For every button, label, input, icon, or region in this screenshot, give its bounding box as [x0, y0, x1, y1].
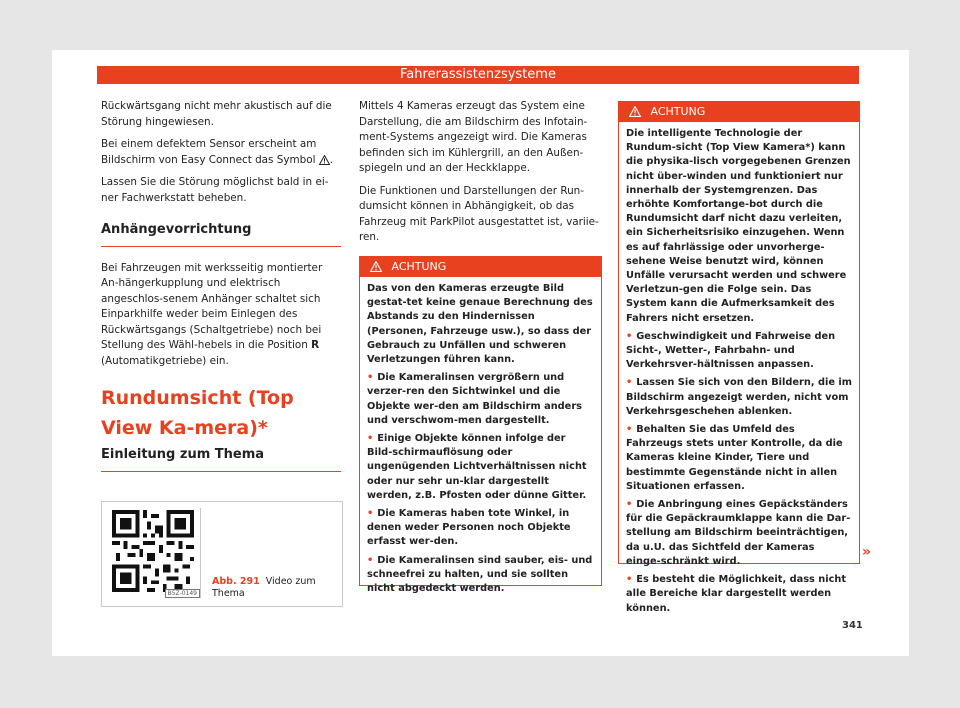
- paragraph: Bei Fahrzeugen mit werksseitig montierter An-hängerkupplung und elektrisch angeschlos-senem Anhänger schaltet sich Einparkhilfe weder beim Einlegen des Rückwärtsgangs (Schaltgetriebe) noch bei Stellung des Wähl-hebels in die Position R (Automatikgetriebe) ein.: [101, 261, 323, 367]
- warning-body: [619, 122, 859, 616]
- warning-triangle-icon: [319, 155, 330, 165]
- list-item: • Die Anbringung eines Gepäckständers für die Gepäckraumklappe kann die Dar-stellung am Bildschirm beeinträchtigen, da u.U. das Sichtfeld der Kameras einge-schränkt wird.: [626, 499, 851, 567]
- paragraph: Rückwärtsgang nicht mehr akustisch auf die Störung hingewiesen.: [101, 100, 332, 128]
- figure-label: Abb. 291: [212, 576, 260, 587]
- figure-caption-text: Video zum Thema: [212, 576, 316, 599]
- list-item: • Geschwindigkeit und Fahrweise den Sicht-, Wetter-, Fahrbahn- und Verkehrsver-hältnissen anpassen.: [626, 330, 836, 371]
- figure-box: [101, 501, 343, 607]
- warning-triangle-icon: [370, 261, 382, 272]
- list-item: • Die Kameras haben tote Winkel, in denen weder Personen noch Objekte erfasst wer-den.: [367, 508, 571, 548]
- warning-body: [360, 277, 601, 596]
- qr-code-icon[interactable]: [110, 508, 201, 598]
- warning-box: [359, 256, 602, 595]
- warning-box: [618, 101, 860, 614]
- subsection-heading: Einleitung zum Thema: [101, 447, 341, 472]
- list-item: • Behalten Sie das Umfeld des Fahrzeugs stets unter Kontrolle, da die Kameras kleine Kinder, Tiere und bestimmte Gegenstände nicht in allen Situationen erfassen.: [626, 424, 843, 492]
- warning-header: [619, 102, 859, 122]
- list-item: • Die Kameralinsen vergrößern und verzer-ren den Sichtwinkel und die Objekte wer-den am Bildschirm anders und verschwom-men dargestellt.: [367, 372, 582, 426]
- qr-code-image: [112, 510, 194, 592]
- list-item: • Lassen Sie sich von den Bildern, die im Bildschirm angezeigt werden, nicht vom Verkehrsgeschehen ablenken.: [626, 377, 852, 417]
- warning-intro: Die intelligente Technologie der Rundum-sicht (Top View Kamera*) kann die physika-lisch vorgegebenen Grenzen nicht über-winden und funktioniert nur innerhalb der Systemgrenzen. Das erhöhte Komfortange-bot durch die Rundumsicht darf nicht dazu verleiten, ein Sicherheitsrisiko einzugehen. Wenn es auf fahrlässige oder unvorherge-sehene Weise benutzt wird, können Unfälle verursacht werden und schwere Verletzun-gen die Folge sein. Das System kann die Aufmerksamkeit des Fahrers nicht ersetzen.: [626, 128, 851, 324]
- warning-intro: Das von den Kameras erzeugte Bild gestat-tet keine genaue Berechnung des Abstands zu den Hindernissen (Personen, Fahrzeuge usw.), so dass der Gebrauch zu Unfällen und schweren Verletzungen führen kann.: [367, 283, 593, 366]
- figure-caption: [212, 576, 322, 600]
- paragraph: Die Funktionen und Darstellungen der Run-dumsicht können in Abhängigkeit, ob das Fahrzeug mit ParkPilot ausgestattet ist, variie-ren.: [359, 184, 599, 243]
- list-item: • Die Kameralinsen sind sauber, eis- und schneefrei zu halten, und sie sollten nicht abgedeckt werden.: [367, 554, 593, 595]
- page-header: Fahrerassistenzsysteme: [97, 66, 859, 84]
- chapter-title: Rundumsicht (Top View Ka-mera)*: [101, 387, 294, 439]
- paragraph: Mittels 4 Kameras erzeugt das System eine Darstellung, die am Bildschirm des Infotain-ment-Systems angezeigt wird. Die Kameras befinden sich im Kühlergrill, an den Außen-spiegeln und an der Heckklappe.: [359, 100, 588, 174]
- warning-title: ACHTUNG: [650, 105, 706, 118]
- warning-header: [360, 257, 601, 277]
- column-middle: [359, 99, 602, 253]
- section-heading-trailer: Anhängevorrichtung: [101, 222, 341, 247]
- list-item: • Einige Objekte können infolge der Bild-schirmauflösung oder ungenügenden Lichtverhältnissen nicht oder nur sehr un-klar dargestellt werden, z.B. Pfosten oder dünne Gitter.: [367, 433, 587, 501]
- figure-code: B5Z-0149: [165, 589, 200, 598]
- list-item: • Es besteht die Möglichkeit, dass nicht alle Bereiche klar dargestellt werden können.: [626, 574, 847, 614]
- column-left: [101, 99, 341, 472]
- paragraph: Lassen Sie die Störung möglichst bald in ei-ner Fachwerkstatt beheben.: [101, 176, 329, 204]
- warning-title: ACHTUNG: [391, 260, 447, 273]
- page-number: 341: [842, 620, 863, 631]
- paragraph: Bei einem defektem Sensor erscheint am Bildschirm von Easy Connect das Symbol .: [101, 138, 334, 166]
- continue-marker: »: [862, 544, 872, 560]
- warning-triangle-icon: [629, 106, 641, 117]
